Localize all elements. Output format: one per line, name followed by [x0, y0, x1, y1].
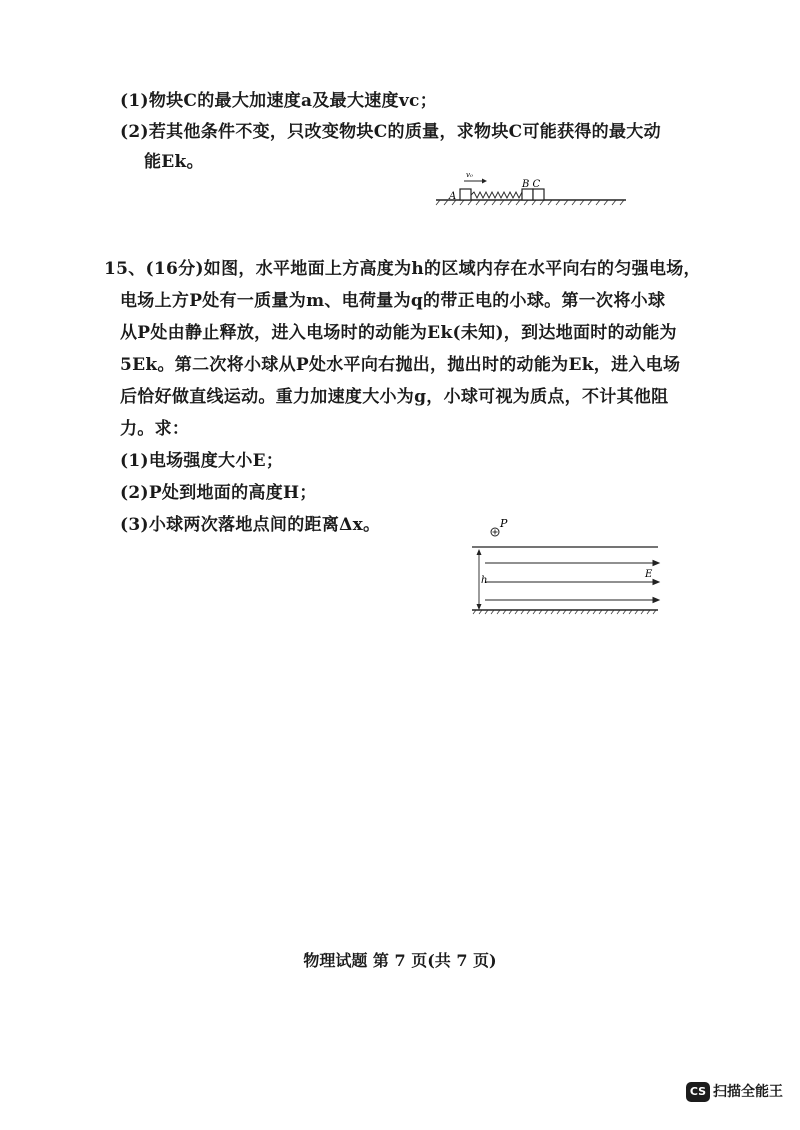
q15-line-1: 15、(16分)如图，水平地面上方高度为h的区域内存在水平向右的匀强电场，: [104, 259, 701, 279]
spring: [471, 192, 522, 198]
q15-line-6: 力。求：: [120, 419, 190, 439]
label-a: A: [449, 191, 457, 202]
field-lines: [485, 561, 659, 603]
label-p: P: [500, 517, 508, 530]
figure-spring-blocks: [430, 166, 630, 216]
q15-line-5: 后恰好做直线运动。重力加速度大小为g，小球可视为质点，不计其他阻: [120, 387, 669, 407]
prev-q1: (1)物块C的最大加速度a及最大速度vc；: [120, 91, 437, 111]
q15-line-4: 5Ek。第二次将小球从P处水平向右抛出，抛出时的动能为Ek，进入电场: [120, 355, 681, 375]
label-bc: B C: [522, 179, 541, 190]
label-v0: v₀: [466, 171, 473, 179]
block-c: [533, 189, 544, 200]
figure-electric-field: [465, 510, 675, 625]
q15-sub-1: (1)电场强度大小E；: [120, 451, 284, 471]
q15-sub-2: (2)P处到地面的高度H；: [120, 483, 317, 503]
camscanner-app-name: 扫描全能王: [713, 1084, 783, 1100]
page-footer: 物理试题 第 7 页(共 7 页): [303, 951, 497, 970]
block-b: [522, 189, 533, 200]
label-h: h: [481, 575, 488, 586]
q15-sub-3: (3)小球两次落地点间的距离Δx。: [120, 515, 381, 535]
prev-q2-line1: (2)若其他条件不变，只改变物块C的质量，求物块C可能获得的最大动: [120, 122, 661, 142]
q15-line-3: 从P处由静止释放，进入电场时的动能为Ek(未知)，到达地面时的动能为: [120, 323, 677, 343]
block-a: [460, 189, 471, 200]
q15-line-2: 电场上方P处有一质量为m、电荷量为q的带正电的小球。第一次将小球: [120, 291, 666, 311]
label-e: E: [645, 569, 653, 580]
prev-q2-line2: 能Ek。: [144, 152, 204, 172]
camscanner-logo-icon: CS: [686, 1082, 710, 1102]
